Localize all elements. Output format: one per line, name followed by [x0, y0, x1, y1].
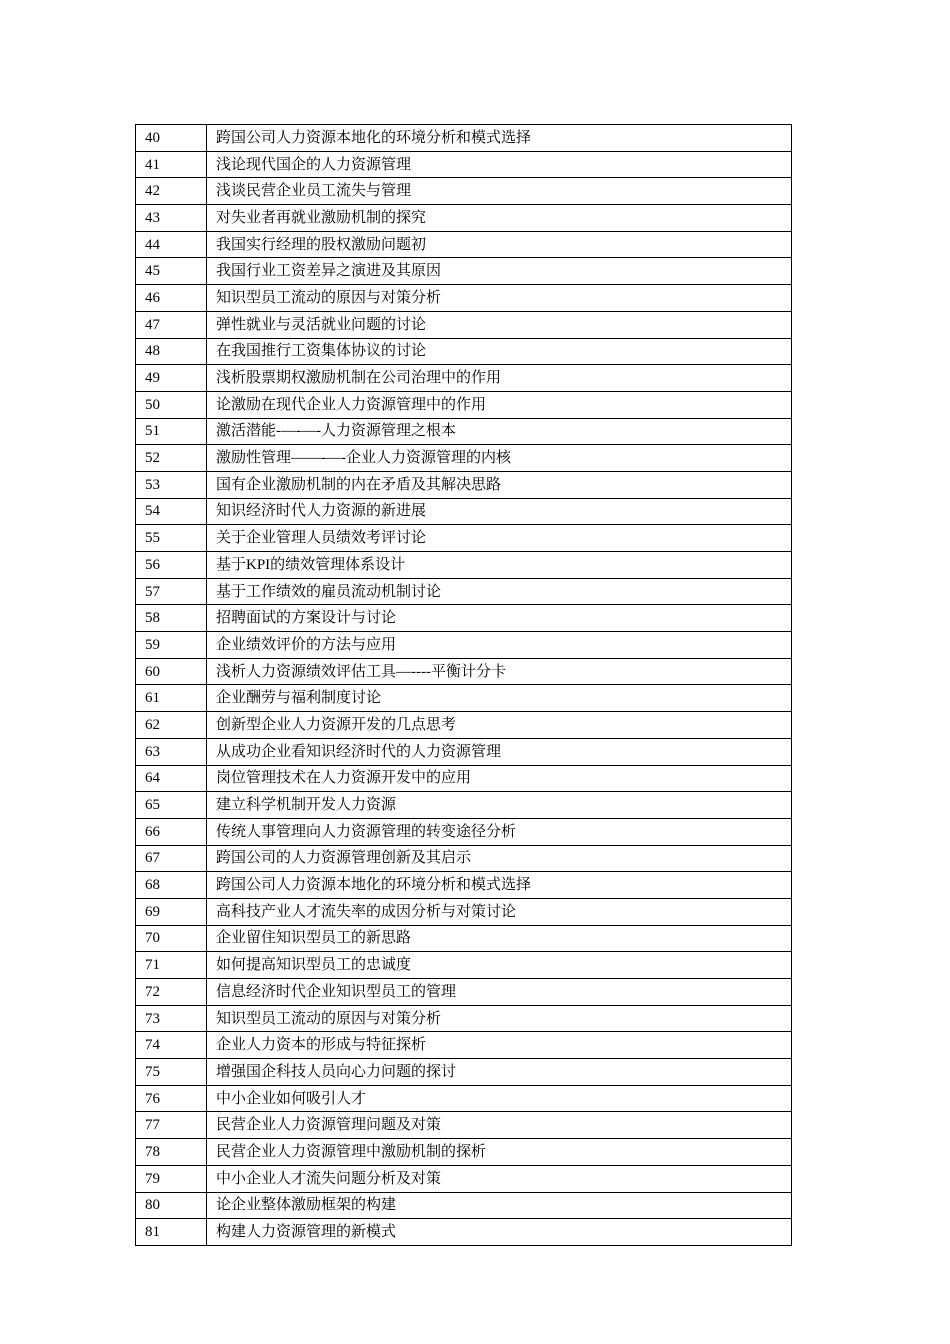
table-row: [136, 418, 792, 445]
row-number-cell: 52: [136, 445, 207, 472]
row-number-cell: 66: [136, 818, 207, 845]
topic-title-cell: 对失业者再就业激励机制的探究: [207, 205, 792, 232]
table-row: [136, 952, 792, 979]
row-number-cell: 40: [136, 125, 207, 152]
row-number-cell: 42: [136, 178, 207, 205]
row-number-cell: 81: [136, 1219, 207, 1246]
table-row: [136, 285, 792, 312]
row-number-cell: 68: [136, 872, 207, 899]
table-row: [136, 845, 792, 872]
table-row: [136, 898, 792, 925]
row-number-cell: 54: [136, 498, 207, 525]
topic-title-cell: 信息经济时代企业知识型员工的管理: [207, 979, 792, 1006]
table-row: [136, 818, 792, 845]
row-number-cell: 73: [136, 1005, 207, 1032]
table-row: [136, 1219, 792, 1246]
row-number-cell: 79: [136, 1165, 207, 1192]
row-number-cell: 56: [136, 552, 207, 579]
topic-title-cell: 中小企业人才流失问题分析及对策: [207, 1165, 792, 1192]
row-number-cell: 75: [136, 1059, 207, 1086]
table-row: [136, 231, 792, 258]
topic-title-cell: 浅析人力资源绩效评估工具—----平衡计分卡: [207, 658, 792, 685]
topic-title-cell: 从成功企业看知识经济时代的人力资源管理: [207, 738, 792, 765]
row-number-cell: 43: [136, 205, 207, 232]
table-row: [136, 1032, 792, 1059]
table-row: [136, 605, 792, 632]
topic-title-cell: 招聘面试的方案设计与讨论: [207, 605, 792, 632]
table-row: [136, 498, 792, 525]
topic-title-cell: 基于KPI的绩效管理体系设计: [207, 552, 792, 579]
row-number-cell: 76: [136, 1085, 207, 1112]
table-row: [136, 258, 792, 285]
topic-title-cell: 基于工作绩效的雇员流动机制讨论: [207, 578, 792, 605]
table-row: [136, 925, 792, 952]
topic-title-cell: 跨国公司的人力资源管理创新及其启示: [207, 845, 792, 872]
row-number-cell: 59: [136, 632, 207, 659]
table-row: [136, 685, 792, 712]
topic-title-cell: 建立科学机制开发人力资源: [207, 792, 792, 819]
table-row: [136, 1192, 792, 1219]
table-row: [136, 151, 792, 178]
table-row: [136, 125, 792, 152]
table-row: [136, 872, 792, 899]
row-number-cell: 47: [136, 311, 207, 338]
table-row: [136, 1005, 792, 1032]
table-row: [136, 1139, 792, 1166]
topic-title-cell: 企业绩效评价的方法与应用: [207, 632, 792, 659]
row-number-cell: 45: [136, 258, 207, 285]
row-number-cell: 69: [136, 898, 207, 925]
topic-title-cell: 企业酬劳与福利制度讨论: [207, 685, 792, 712]
topic-title-cell: 国有企业激励机制的内在矛盾及其解决思路: [207, 471, 792, 498]
topic-title-cell: 在我国推行工资集体协议的讨论: [207, 338, 792, 365]
topic-title-cell: 传统人事管理向人力资源管理的转变途径分析: [207, 818, 792, 845]
row-number-cell: 74: [136, 1032, 207, 1059]
row-number-cell: 71: [136, 952, 207, 979]
topic-title-cell: 跨国公司人力资源本地化的环境分析和模式选择: [207, 125, 792, 152]
table-row: [136, 178, 792, 205]
topic-title-cell: 论企业整体激励框架的构建: [207, 1192, 792, 1219]
row-number-cell: 72: [136, 979, 207, 1006]
topic-title-cell: 浅析股票期权激励机制在公司治理中的作用: [207, 365, 792, 392]
table-row: [136, 445, 792, 472]
row-number-cell: 49: [136, 365, 207, 392]
topic-title-cell: 岗位管理技术在人力资源开发中的应用: [207, 765, 792, 792]
row-number-cell: 63: [136, 738, 207, 765]
table-row: [136, 338, 792, 365]
row-number-cell: 55: [136, 525, 207, 552]
topic-title-cell: 如何提高知识型员工的忠诚度: [207, 952, 792, 979]
topic-title-cell: 中小企业如何吸引人才: [207, 1085, 792, 1112]
topic-title-cell: 激活潜能-—-—-人力资源管理之根本: [207, 418, 792, 445]
table-row: [136, 792, 792, 819]
row-number-cell: 50: [136, 391, 207, 418]
row-number-cell: 78: [136, 1139, 207, 1166]
row-number-cell: 62: [136, 712, 207, 739]
row-number-cell: 58: [136, 605, 207, 632]
row-number-cell: 80: [136, 1192, 207, 1219]
row-number-cell: 65: [136, 792, 207, 819]
row-number-cell: 53: [136, 471, 207, 498]
row-number-cell: 51: [136, 418, 207, 445]
topic-title-cell: 跨国公司人力资源本地化的环境分析和模式选择: [207, 872, 792, 899]
topic-title-cell: 浅论现代国企的人力资源管理: [207, 151, 792, 178]
topic-title-cell: 企业留住知识型员工的新思路: [207, 925, 792, 952]
topic-title-cell: 我国实行经理的股权激励问题初: [207, 231, 792, 258]
table-row: [136, 712, 792, 739]
table-row: [136, 632, 792, 659]
topic-title-cell: 创新型企业人力资源开发的几点思考: [207, 712, 792, 739]
table-row: [136, 765, 792, 792]
row-number-cell: 64: [136, 765, 207, 792]
topic-title-cell: 关于企业管理人员绩效考评讨论: [207, 525, 792, 552]
topic-title-cell: 知识型员工流动的原因与对策分析: [207, 285, 792, 312]
table-row: [136, 365, 792, 392]
row-number-cell: 48: [136, 338, 207, 365]
table-row: [136, 1165, 792, 1192]
row-number-cell: 70: [136, 925, 207, 952]
topic-title-cell: 知识经济时代人力资源的新进展: [207, 498, 792, 525]
topic-title-cell: 论激励在现代企业人力资源管理中的作用: [207, 391, 792, 418]
topic-title-cell: 激励性管理——-—-企业人力资源管理的内核: [207, 445, 792, 472]
row-number-cell: 60: [136, 658, 207, 685]
row-number-cell: 61: [136, 685, 207, 712]
table-row: [136, 578, 792, 605]
row-number-cell: 41: [136, 151, 207, 178]
table-row: [136, 552, 792, 579]
topic-title-cell: 知识型员工流动的原因与对策分析: [207, 1005, 792, 1032]
row-number-cell: 57: [136, 578, 207, 605]
table-row: [136, 1085, 792, 1112]
row-number-cell: 67: [136, 845, 207, 872]
table-row: [136, 738, 792, 765]
topic-title-cell: 弹性就业与灵活就业问题的讨论: [207, 311, 792, 338]
topic-title-cell: 企业人力资本的形成与特征探析: [207, 1032, 792, 1059]
topic-title-cell: 浅谈民营企业员工流失与管理: [207, 178, 792, 205]
table-row: [136, 525, 792, 552]
topic-title-cell: 民营企业人力资源管理问题及对策: [207, 1112, 792, 1139]
table-row: [136, 1059, 792, 1086]
table-row: [136, 658, 792, 685]
topic-table: [135, 124, 792, 1246]
row-number-cell: 46: [136, 285, 207, 312]
topic-title-cell: 构建人力资源管理的新模式: [207, 1219, 792, 1246]
topic-title-cell: 我国行业工资差异之演进及其原因: [207, 258, 792, 285]
topic-title-cell: 增强国企科技人员向心力问题的探讨: [207, 1059, 792, 1086]
table-row: [136, 979, 792, 1006]
table-row: [136, 205, 792, 232]
topic-title-cell: 民营企业人力资源管理中激励机制的探析: [207, 1139, 792, 1166]
table-row: [136, 1112, 792, 1139]
row-number-cell: 77: [136, 1112, 207, 1139]
row-number-cell: 44: [136, 231, 207, 258]
table-row: [136, 391, 792, 418]
topic-title-cell: 高科技产业人才流失率的成因分析与对策讨论: [207, 898, 792, 925]
table-row: [136, 311, 792, 338]
table-row: [136, 471, 792, 498]
topic-table-body: [136, 125, 792, 1246]
